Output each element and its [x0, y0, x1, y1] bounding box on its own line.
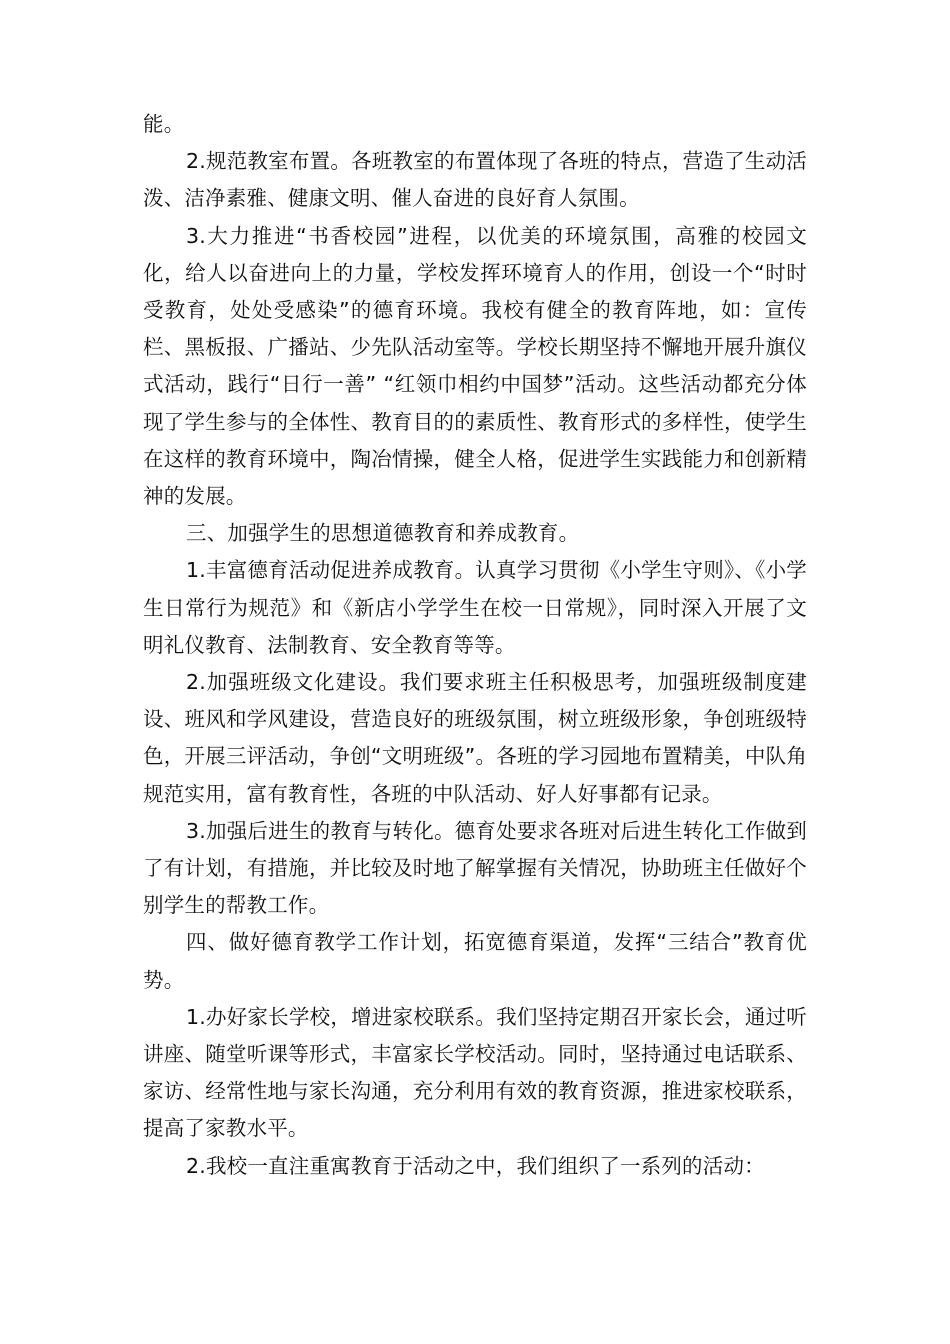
section-heading-four: 四、做好德育教学工作计划，拓宽德育渠道，发挥“三结合”教育优势。: [143, 930, 807, 992]
paragraph-struggling-students: 3.加强后进生的教育与转化。德育处要求各班对后进生转化工作做到了有计划，有措施，并比较及时地了解掌握有关情况，协助班主任做好个别学生的帮教工作。: [143, 818, 807, 918]
paragraph-moral-activities: 1.丰富德育活动促进养成教育。认真学习贯彻《小学生守则》、《小学生日常行为规范》和《新店小学学生在校一日常规》，同时深入开展了文明礼仪教育、法制教育、安全教育等等。: [143, 558, 807, 657]
section-heading-three: 三、加强学生的思想道德教育和养成教育。: [186, 521, 580, 546]
paragraph-parent-school: 1.办好家长学校，增进家校联系。我们坚持定期召开家长会，通过听讲座、随堂听课等形式，丰富家长学校活动。同时，坚持通过电话联系、家访、经常性地与家长沟通，充分利用有效的教育资源，推进家校联系，提高了家教水平。: [143, 1004, 807, 1141]
paragraph-class-culture: 2.加强班级文化建设。我们要求班主任积极思考，加强班级制度建设、班风和学风建设，营造良好的班级氛围，树立班级形象，争创班级特色，开展三评活动，争创“文明班级”。各班的学习园地布置精美，中队角规范实用，富有教育性，各班的中队活动、好人好事都有记录。: [143, 670, 807, 806]
paragraph-scholarly-campus: 3.大力推进“书香校园”进程，以优美的环境氛围，高雅的校园文化，给人以奋进向上的力量，学校发挥环境育人的作用，创设一个“时时受教育，处处受感染”的德育环境。我校有健全的教育阵地，如：宣传栏、黑板报、广播站、少先队活动室等。学校长期坚持不懈地开展升旗仪式活动，践行“日行一善” “红领巾相约中国梦”活动。这些活动都充分体现了学生参与的全体性、教育目的的素质性、教育形式的多样性，使学生在这样的教育环境中，陶冶情操，健全人格，促进学生实践能力和创新精神的发展。: [143, 223, 807, 509]
paragraph-classroom-layout: 2.规范教室布置。各班教室的布置体现了各班的特点，营造了生动活泼、洁净素雅、健康文明、催人奋进的良好育人氛围。: [143, 149, 807, 211]
paragraph-continuation: 能。: [143, 112, 185, 136]
document-body: [143, 106, 807, 1185]
paragraph-activities: 2.我校一直注重寓教育于活动之中，我们组织了一系列的活动：: [186, 1153, 765, 1178]
